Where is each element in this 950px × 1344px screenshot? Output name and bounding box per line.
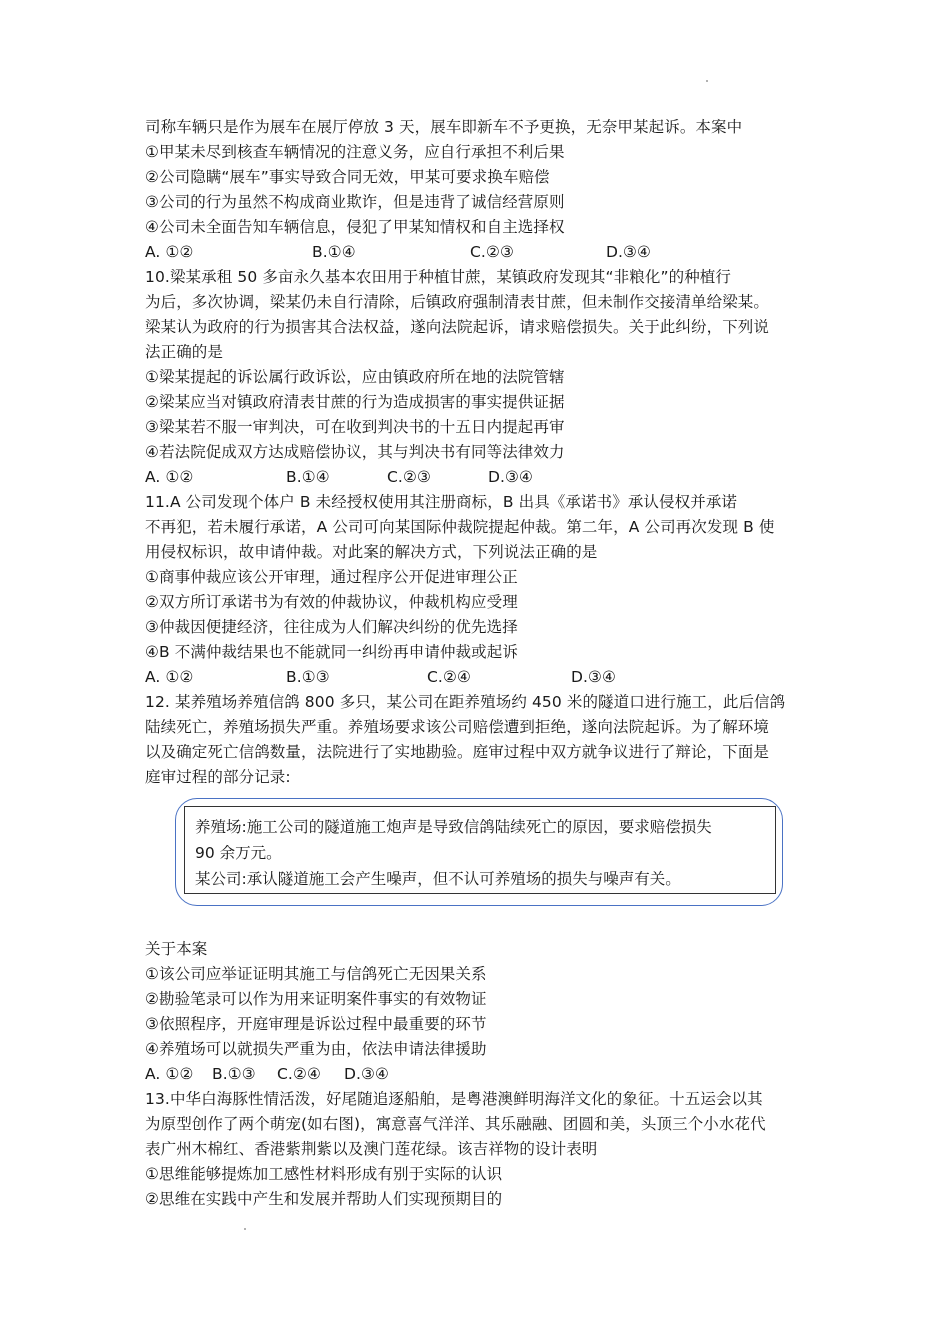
q12-item-1: ①该公司应举证证明其施工与信鸽死亡无因果关系 [145,965,487,983]
q11-item-4: ④B 不满仲裁结果也不能就同一纠纷再申请仲裁或起诉 [145,643,518,661]
scan-speck [706,80,708,82]
q10-option-d: D.③④ [488,468,534,486]
q9-item-4: ④公司未全面告知车辆信息，侵犯了甲某知情权和自主选择权 [145,218,565,236]
q11-option-a: A. ①② [145,668,194,686]
q12-question: 关于本案 [145,940,208,958]
scan-speck [244,1228,246,1230]
q12-stem-line-2: 陆续死亡，养殖场损失严重。养殖场要求该公司赔偿遭到拒绝，遂向法院起诉。为了解环境 [145,718,770,736]
q9-stem-continuation: 司称车辆只是作为展车在展厅停放 3 天，展车即新车不予更换，无奈甲某起诉。本案中 [145,118,743,136]
q13-stem-line-1: 13.中华白海豚性情活泼，好尾随追逐船舶，是粤港澳鲜明海洋文化的象征。十五运会以其 [145,1090,763,1108]
q10-option-c: C.②③ [387,468,431,486]
q10-option-a: A. ①② [145,468,194,486]
q9-options [145,240,651,264]
q10-option-b: B.①④ [286,468,330,486]
q10-stem-line-3: 梁某认为政府的行为损害其合法权益，遂向法院起诉，请求赔偿损失。关于此纠纷，下列说 [145,318,770,336]
q10-options [145,465,533,489]
q12-option-d: D.③④ [344,1065,390,1083]
q12-stem-line-3: 以及确定死亡信鸽数量，法院进行了实地勘验。庭审过程中双方就争议进行了辩论，下面是 [145,743,770,761]
q11-option-c: C.②④ [427,668,471,686]
q11-item-1: ①商事仲裁应该公开审理，通过程序公开促进审理公正 [145,568,518,586]
q11-option-d: D.③④ [571,668,617,686]
q13-stem-line-2: 为原型创作了两个萌宠(如右图)，寓意喜气洋洋、其乐融融、团圆和美，头顶三个小水花代 [145,1115,766,1133]
q11-option-b: B.①③ [286,668,330,686]
q12-court-record-box [184,806,776,894]
q9-option-d: D.③④ [606,243,652,261]
q10-item-3: ③梁某若不服一审判决，可在收到判决书的十五日内提起再审 [145,418,565,436]
q12-option-c: C.②④ [277,1065,321,1083]
q12-stem-line-1: 12. 某养殖场养殖信鸽 800 多只，某公司在距养殖场约 450 米的隧道口进行施工，此后信鸽 [145,693,786,711]
q12-record-line-3: 某公司:承认隧道施工会产生噪声，但不认可养殖场的损失与噪声有关。 [195,870,681,888]
q13-item-2: ②思维在实践中产生和发展并帮助人们实现预期目的 [145,1190,503,1208]
q10-stem-line-4: 法正确的是 [145,343,224,361]
q10-item-1: ①梁某提起的诉讼属行政诉讼，应由镇政府所在地的法院管辖 [145,368,565,386]
q9-item-1: ①甲某未尽到核查车辆情况的注意义务，应自行承担不利后果 [145,143,565,161]
q11-options [145,665,616,689]
q12-option-a: A. ①② [145,1065,194,1083]
q11-stem-line-3: 用侵权标识，故申请仲裁。对此案的解决方式，下列说法正确的是 [145,543,598,561]
q10-stem-line-2: 为后，多次协调，梁某仍未自行清除，后镇政府强制清表甘蔗，但未制作交接清单给梁某。 [145,293,770,311]
q12-item-4: ④养殖场可以就损失严重为由，依法申请法律援助 [145,1040,487,1058]
q12-record-line-2: 90 余万元。 [195,844,282,862]
q9-item-3: ③公司的行为虽然不构成商业欺诈，但是违背了诚信经营原则 [145,193,565,211]
q11-stem-line-1: 11.A 公司发现个体户 B 未经授权使用其注册商标，B 出具《承诺书》承认侵权并承诺 [145,493,738,511]
q10-item-2: ②梁某应当对镇政府清表甘蔗的行为造成损害的事实提供证据 [145,393,565,411]
q9-option-c: C.②③ [470,243,514,261]
q9-item-2: ②公司隐瞒“展车”事实导致合同无效，甲某可要求换车赔偿 [145,168,550,186]
q12-item-2: ②勘验笔录可以作为用来证明案件事实的有效物证 [145,990,487,1008]
q12-record-line-1: 养殖场:施工公司的隧道施工炮声是导致信鸽陆续死亡的原因，要求赔偿损失 [195,818,712,836]
q10-stem-line-1: 10.梁某承租 50 多亩永久基本农田用于种植甘蔗，某镇政府发现其“非粮化”的种植行 [145,268,731,286]
q10-item-4: ④若法院促成双方达成赔偿协议，其与判决书有同等法律效力 [145,443,565,461]
q9-option-b: B.①④ [312,243,356,261]
q11-stem-line-2: 不再犯，若未履行承诺，A 公司可向某国际仲裁院提起仲裁。第二年，A 公司再次发现 B 使 [145,518,775,536]
q9-option-a: A. ①② [145,243,194,261]
q11-item-3: ③仲裁因便捷经济，往往成为人们解决纠纷的优先选择 [145,618,518,636]
q13-stem-line-3: 表广州木棉红、香港紫荆紫以及澳门莲花绿。该吉祥物的设计表明 [145,1140,598,1158]
q12-options [145,1062,389,1086]
q12-item-3: ③依照程序，开庭审理是诉讼过程中最重要的环节 [145,1015,487,1033]
q11-item-2: ②双方所订承诺书为有效的仲裁协议，仲裁机构应受理 [145,593,518,611]
q13-item-1: ①思维能够提炼加工感性材料形成有别于实际的认识 [145,1165,503,1183]
q12-stem-line-4: 庭审过程的部分记录: [145,768,291,786]
q12-option-b: B.①③ [212,1065,256,1083]
